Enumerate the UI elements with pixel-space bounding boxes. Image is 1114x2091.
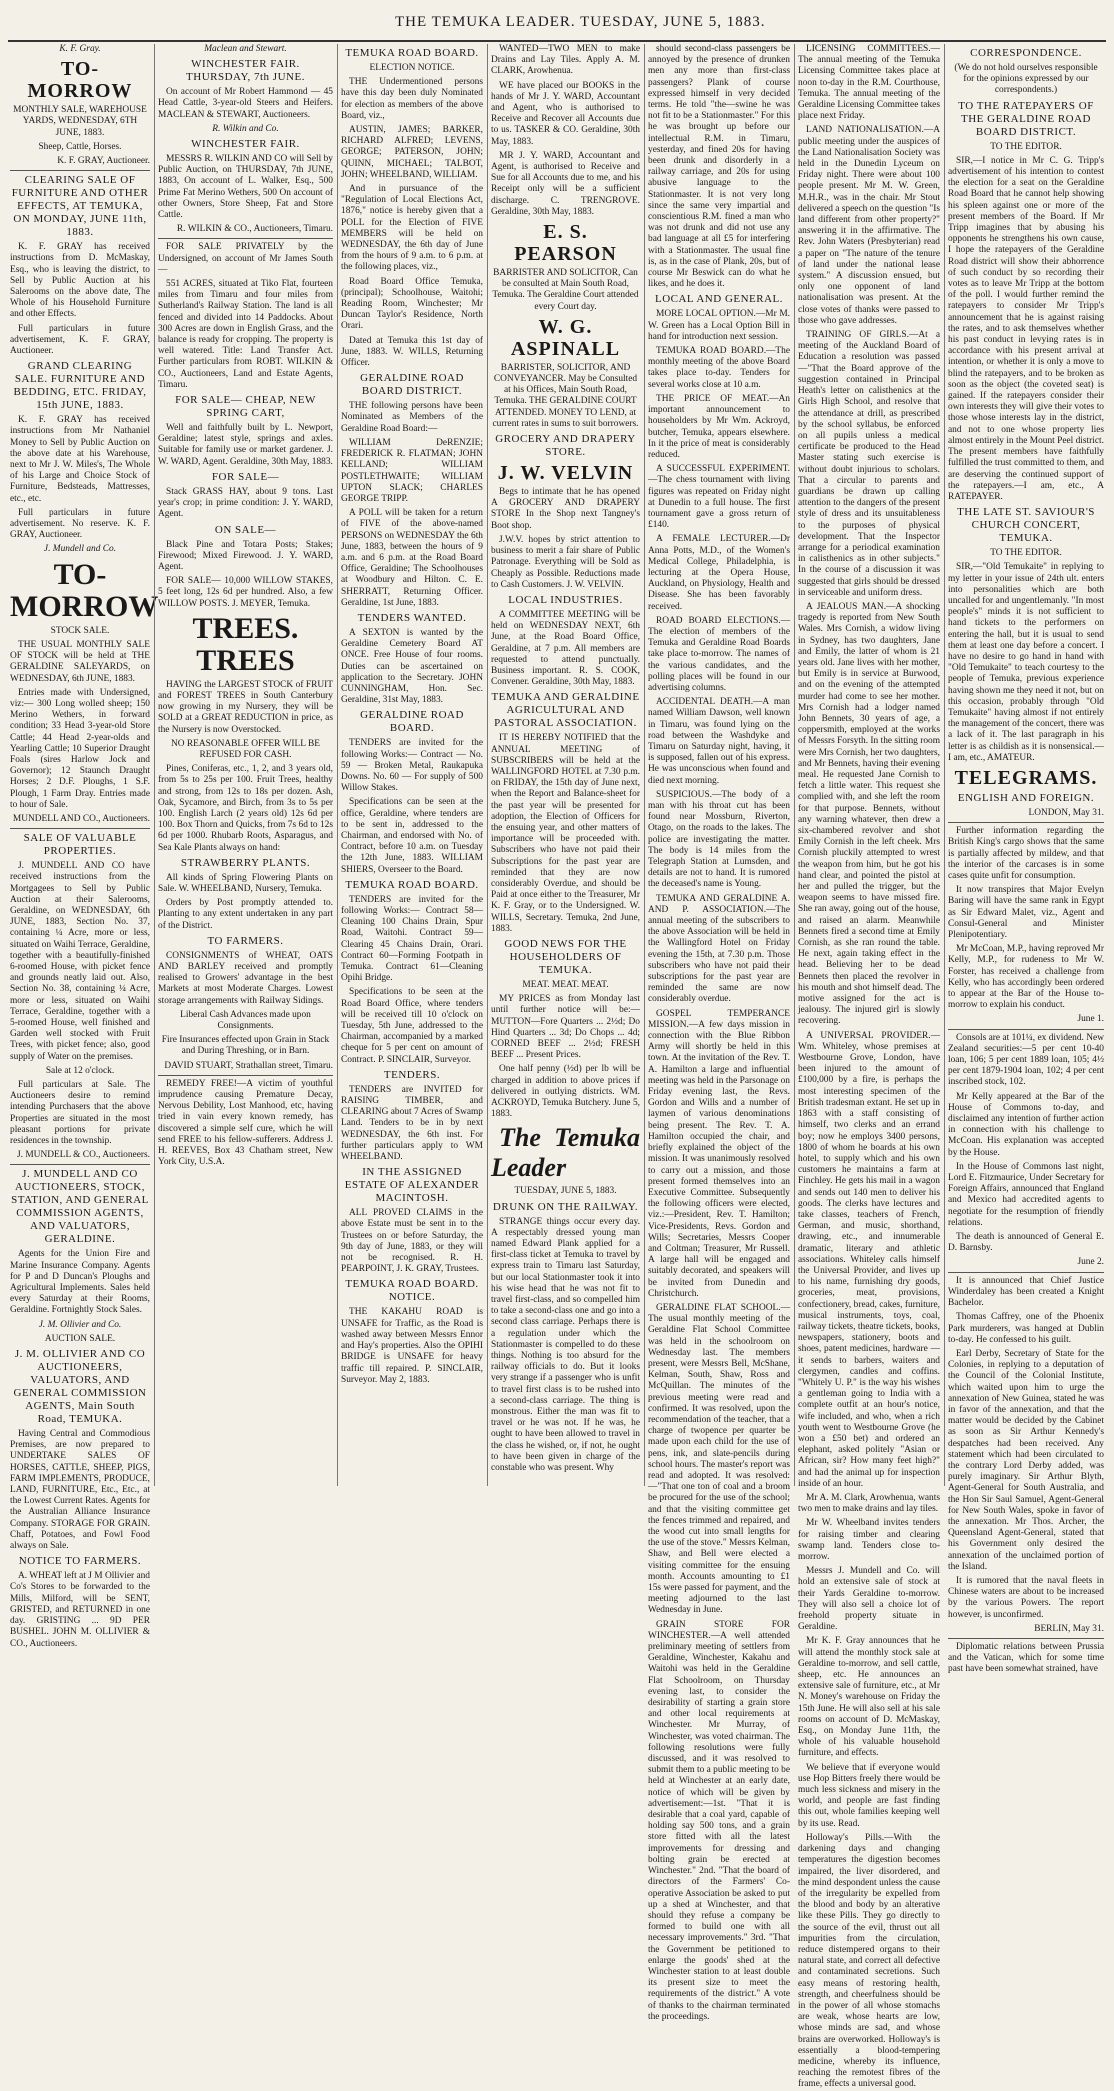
article-text: Black Pine and Totara Posts; Stakes; Firewood; Mixed Firewood. J. Y. WARD, Agent. — [158, 539, 333, 572]
column-rule — [487, 44, 488, 1486]
article-text: BERLIN, May 31. — [1034, 1623, 1104, 1634]
column-rule — [944, 44, 945, 1486]
article-text: FOR SALE— 10,000 WILLOW STAKES, 5 feet long, 12s 6d per hundred. Also, a few WILLOW POSTS. J. MEYER, Temuka. — [158, 576, 333, 609]
article-text: Begs to intimate that he has opened A GROCERY AND DRAPERY STORE In the Shop next Tangney's Boot shop. — [491, 487, 640, 531]
article-text: THE Undermentioned persons have this day been duly Nominated for election as members of the above Board, viz., — [341, 77, 483, 121]
article-text: R. Wilkin and Co. — [212, 123, 279, 134]
article-heading: ON SALE— — [214, 523, 277, 536]
article-heading: TO FARMERS. — [207, 934, 284, 947]
article-text: Messrs J. Mundell and Co. will hold an extensive sale of stock at their Yards Geraldine to-morrow. They will also sell a choice lot of freehold property situate in Geraldine. — [798, 1566, 940, 1633]
article-text: STOCK SALE. — [50, 625, 110, 636]
newspaper-title: THE TEMUKA LEADER. TUESDAY, JUNE 5, 1883. — [395, 14, 766, 30]
article-text: TO THE EDITOR. — [990, 141, 1062, 152]
article-text: Road Board Office Temuka, (principal); Schoolhouse, Waitohi; Reading Room, Winchester; Mr Duncan Taylor's Residence, North Orari. — [341, 276, 483, 332]
article-text: June 2. — [1077, 1257, 1104, 1268]
article-heading: GOOD NEWS FOR THE HOUSEHOLDERS OF TEMUKA. — [504, 937, 627, 976]
article-text: THE PRICE OF MEAT.—An important announcement to householders by Mr Wm. Ackroyd, butcher, Temuka, appears elsewhere. In it the price of meat is considerably reduced. — [648, 393, 790, 460]
article-text: TUESDAY, JUNE 5, 1883. — [514, 1186, 617, 1197]
article-text: A SUCCESSFUL EXPERIMENT.—The chess tournament with living figures was repeated on Friday night at Dunedin to a full house. The first tournament gave a gross return of £140. — [648, 464, 790, 531]
article-text: J.W.V. hopes by strict attention to business to merit a fair share of Public Patronage. Everything will be Sold as Cheaply as Possible. Reductions made to Cash Customers. J. W. VELVIN. — [491, 534, 640, 590]
article-text: June 1. — [1077, 1014, 1104, 1025]
column-rule — [337, 44, 338, 1486]
article-heading: IN THE ASSIGNED ESTATE OF ALEXANDER MACINTOSH. — [344, 1166, 480, 1205]
article-text: TENDERS are INVITED for RAISING TIMBER, and CLEARING about 7 Acres of Swamp Land. Tenders to be in by next WEDNESDAY, the 6th inst. For further particulars apply to WM WHEELBAND. — [341, 1084, 483, 1163]
article-text: Sheep, Cattle, Horses. — [38, 141, 122, 152]
article-heading: THE LATE ST. SAVIOUR'S CHURCH CONCERT, TEMUKA. — [957, 506, 1095, 545]
article-text: BARRISTER, SOLICITOR, AND CONVEYANCER. May be Consulted at his Offices, Main South Road, Temuka. THE GERALDINE COURT ATTENDED. MONEY TO LEND, at current rates in sums to suit borrowers. — [492, 362, 639, 429]
article-heading: GERALDINE ROAD BOARD DISTRICT. — [360, 372, 464, 398]
article-text: SUSPICIOUS.—The body of a man with his throat cut has been found near Mossburn, Riverton, Otago, on the roads to the lakes. The police are investigating the matter. The body is 14 miles from the Telegraph Station at Lumsden, and details are not to hand. It is rumored the deceased's name is Young. — [648, 789, 790, 890]
article-heading: SALE OF VALUABLE PROPERTIES. — [23, 832, 137, 858]
column-rule — [794, 44, 795, 1486]
article-text: LONDON, May 31. — [1028, 807, 1104, 818]
article-heading: WINCHESTER FAIR. THURSDAY, 7th JUNE. — [186, 58, 305, 84]
article-text: Full particulars in future advertisement, K. F. GRAY, Auctioneer. — [10, 323, 150, 357]
divider — [158, 238, 333, 239]
divider — [10, 170, 150, 171]
article-text: Full particulars at Sale. The Auctioneers desire to remind intending Purchasers that the above Properties are situated in the most pleasant portions for private residences in the township. — [10, 1080, 150, 1147]
article-heading: LOCAL AND GENERAL. — [654, 293, 784, 306]
article-text: MR J. Y. WARD, Accountant and Agent, is authorised to Receive and Sue for all Accounts due to me, and his Receipt only will be a sufficient discharge. C. TRENGROVE. Geraldine, 30th May, 1883. — [491, 150, 640, 217]
article-heading: TREES. TREES — [192, 611, 299, 677]
article-heading: CORRESPONDENCE. — [970, 47, 1082, 59]
article-heading: GERALDINE ROAD BOARD. — [360, 709, 464, 735]
column-rule — [154, 44, 155, 1486]
article-text: It now transpires that Major Evelyn Baring will have the same rank in Egypt as Sir Edward Malet, viz., Agent and Consul-General and Minister Plenipotentiary. — [948, 885, 1104, 940]
article-heading: FOR SALE— — [211, 470, 280, 483]
article-heading: CLEARING SALE OF FURNITURE AND OTHER EFFECTS, AT TEMUKA, ON MONDAY, JUNE 11th, 1883. — [11, 174, 149, 239]
article-text: GOSPEL TEMPERANCE MISSION.—A few days mission in connection with the Blue Ribbon Army will shortly be held in this town. At the invitation of the Rev. T. A. Hamilton a large and influential meeting was held in the Parsonage on Friday evening last, the Revs. Gordon and Wills and a number of laymen of various denominations being present. The Rev. T. A. Hamilton occupied the chair, and briefly explained the object of the mission. It was unanimously resolved to carry out a mission, and those present formed themselves into an Executive Committee. Subsequently the following officers were elected, viz.:—President, Rev. T. Hamilton; Vice-Presidents, Revs. Gordon and Wills; Secretaries, Messrs Cooper and Coltman; Treasurer, Mr Russell. A large hall will be engaged and suitably decorated, and speakers will be invited from Dunedin and Christchurch. — [648, 1008, 790, 1299]
article-text: Orders by Post promptly attended to. Planting to any extent undertaken in any part of the District. — [158, 898, 333, 931]
article-text: Fire Insurances effected upon Grain in Stack and During Threshing, or in Barn. — [161, 1035, 330, 1057]
article-heading: TEMUKA ROAD BOARD. NOTICE. — [345, 1278, 479, 1304]
article-text: LAND NATIONALISATION.—A public meeting under the auspices of the Land Nationalisation Society was held in the Dunedin Lyceum on Friday night. There were about 100 people present. Mr M. W. Green, M.H.R., was in the chair. Mr Stout delivered a speech on the question "Is land different from other property?" answering it in the affirmative. The Rev. John Waters (Presbyterian) read a paper on "The nature of the tenure of land under the national lease system." A discussion ensued, but only one opponent of land nationalisation was present. At the close votes of thanks were passed to those who gave addresses. — [798, 125, 940, 326]
article-text: Entries made with Undersigned, viz:— 300 Long wolled sheep; 150 Merino Wethers, in forward condition; 33 Head 3-year-old Store Cattle; 44 Head 2-year-olds and Yearling Cattle; 10 Superior Draught Foals (sires Harlow Jock and Governor); 12 Staunch Draught Horses; 2 D.F. Ploughs, 1 S.F. Plough, 1 Farm Dray. Entries made to hour of Sale. — [10, 687, 150, 810]
article-text: J. MUNDELL & CO., Auctioneers. — [17, 1150, 150, 1161]
column-3 — [341, 44, 483, 1486]
article-text: Full particulars in future advertisement. No reserve. K. F. GRAY, Auctioneer. — [10, 507, 150, 541]
article-text: 551 ACRES, situated at Tiko Flat, fourteen miles from Timaru and four miles from Sutherland's Railway Station. The land is all fenced and divided into 14 Paddocks. About 300 Acres are down in English Grass, and the balance is ready for cropping. The property is well watered. Title: Land Transfer Act. Further particulars from ROBT. WILKIN & CO., Auctioneers, Land and Estate Agents, Timaru. — [158, 279, 333, 390]
divider — [948, 1272, 1104, 1273]
article-text: K. F. GRAY, Auctioneer. — [57, 156, 150, 167]
divider — [158, 1075, 333, 1076]
article-text: It is rumored that the naval fleets in Chinese waters are about to be increased by the various Powers. The report however, is unconfirmed. — [948, 1575, 1104, 1620]
article-heading: GROCERY AND DRAPERY STORE. — [495, 433, 636, 459]
article-text: Maclean and Stewart. — [204, 44, 287, 54]
article-text: A SEXTON is wanted by the Geraldine Cemetery Board AT ONCE. Free House of four rooms. Duties can be ascertained on application to the Secretary. JOHN CUNNINGHAM, Hon. Sec. Geraldine, 31st May, 1883. — [341, 627, 483, 706]
article-text: BARRISTER AND SOLICITOR, Can be consulted at Main South Road, Temuka. The Geraldine Court attended every Court day. — [492, 268, 639, 312]
article-heading: TEMUKA ROAD BOARD. — [345, 47, 479, 59]
article-text: LICENSING COMMITTEES.—The annual meeting of the Temuka Licensing Committee takes place at noon to-day in the R.M. Courthouse, Temuka. The annual meeting of the Geraldine Licensing Committee takes place next Friday. — [798, 44, 940, 122]
article-text: TEMUKA ROAD BOARD.—The monthly meeting of the above Board takes place to-day. Tenders for several works close at 10 a.m. — [648, 346, 790, 390]
article-text: TEMUKA AND GERALDINE A. AND P. ASSOCIATION.—The annual meeting of the subscribers to the above Association will be held in the Wallingford Hotel on Friday evening the 15th, at 7.30 p.m. Those subscribers who have not paid their subscriptions for the past year are reminded the same are now considerably overdue. — [648, 893, 790, 1005]
masthead-rule — [8, 40, 1106, 42]
divider — [948, 1029, 1104, 1030]
article-text: J. M. Ollivier and Co. — [38, 1319, 122, 1330]
article-text: Having Central and Commodious Premises, are now prepared to UNDERTAKE SALES OF HORSES, CATTLE, SHEEP, PIGS, FARM IMPLEMENTS, PRODUCE, LAND, FURNITURE, Etc., Etc., at the Lowest Current Rates. Agents for the Australian Alliance Insurance Company. STORAGE FOR GRAIN. Chaff, Potatoes, and Fowl Food always on Sale. — [10, 1429, 150, 1552]
article-heading: GRAND CLEARING SALE. FURNITURE AND BEDDING, ETC. FRIDAY, 15th JUNE, 1883. — [13, 360, 147, 412]
article-text: STRANGE things occur every day. A respectably dressed young man named Edward Plank applied for a first-class ticket at Temuka to travel by express train to Timaru last Saturday, but our local Stationmaster took it into his wise head that he was not fit to travel first-class, and so compelled him to take a second-class one and go into a second class carriage. Perhaps there is a regulation under which the Stationmaster is compelled to do these things. Nothing is too absurd for the railway officials to do. But it looks very strange if a passenger who is unfit to travel first class is to be rushed into a second-class carriage. The thing is monstrous. Either the man was fit to travel or he was not. If he was, he ought to have been allowed to travel in the class he wished, or, if not, he ought to have been given in charge of the constable who was present. Why — [491, 1216, 640, 1474]
article-text: WE have placed our BOOKS in the hands of Mr J. Y. WARD, Accountant and Agent, who is authorised to Receive and Recover all Accounts due to us. TASKER & CO. Geraldine, 30th May, 1883. — [491, 80, 640, 147]
article-text: The death is announced of General E. D. Barnsby. — [948, 1232, 1104, 1254]
column-5 — [648, 44, 790, 2022]
article-text: R. WILKIN & CO., Auctioneers, Timaru. — [176, 224, 333, 235]
article-heading: TENDERS. — [383, 1068, 441, 1081]
article-text: GRAIN STORE FOR WINCHESTER.—A well attended preliminary meeting of settlers from Geraldine, Winchester, Kakahu and Waitohi was held in the Geraldine Flat Schoolroom, on Thursday evening last, to consider the desirability of starting a grain store and other local requirements at Winchester. Mr Murray, of Winchester, was voted chairman. The following resolutions were fully discussed, and it was resolved to submit them to a public meeting to be held at Winchester at an early date, notice of which will be given by advertisement:—1st. "That it is desirable that a coal yard, capable of holding say 500 tons, and a grain store fitted with all the latest improvements for dressing and bolting grain be erected at Winchester." 2nd. "That the board of directors of the Farmers' Co-operative Association be asked to put up a shed at Winchester, and that should they refuse a company be formed to build one with all necessary improvements." 3rd. "That the Government be petitioned to enlarge the goods' shed at the Winchester station to at least double its present size to meet the requirements of the district." A vote of thanks to the chairman terminated the proceedings. — [648, 1619, 790, 2022]
article-text: FOR SALE PRIVATELY by the Undersigned, on account of Mr James South— — [158, 242, 333, 275]
article-text: CONSIGNMENTS of WHEAT, OATS AND BARLEY received and promptly realised to Growers' advantage in the best Markets at most Moderate Charges. Lowest storage arrangements with Railway Sidings. — [158, 950, 333, 1006]
article-text: AUSTIN, JAMES; BARKER, RICHARD ALFRED; LEVENS, GEORGE; PATERSON, JOHN; QUINN, MICHAEL; TALBOT, JOHN; WHEELBAND, WILLIAM. — [341, 125, 483, 180]
article-text: MY PRICES as from Monday last until further notice will be:— MUTTON—Fore Quarters ... 2½d; Do Hind Quarters ... 3d; Do Chops ... 4d; CORNED BEEF ... 2½d; FRESH BEEF ... Present Prices. — [491, 994, 640, 1061]
article-text: A UNIVERSAL PROVIDER.—Wm. Whiteley, whose premises at Westbourne Grove, London, have been injured to the amount of £100,000 by a fire, is perhaps the most interesting specimen of the British tradesman extant. He set up in 1863 with a staff consisting of himself, two clerks and an errand boy; now he employs 3400 persons, 1800 of whom he boards at his own hotel, to supply which and his own customers he maintains a farm at Finchley. He gets his mail in a wagon and sends out 140 men to deliver his goods. The clerks have lectures and take classes, teachers of French, German, and music, shorthand, drawing, etc., and innumerable dramatic, literary and athletic associations. Whiteley calls himself the Universal Provider, and lives up to his name, furnishing dry goods, groceries, meat, provisions, confectionery, bread, cakes, furniture, musical instruments, toys, coal, railway tickets, theatre tickets, books, newspapers, stationery, boots and shoes, patent medicines, hardware — it sends to barbers, waiters and clergymen, candles and coffins. "Whitely U. P." is the way his wishes a gentleman going to India with a complete outfit at an hour's notice, wife included, and who, when a rich youth went to Westbourne Grove (he won a £50 bet) and ordered an elephant, asked politely "Asian or African, sir? How many feet high?" and had the animal up for inspection inside of an hour. — [798, 1030, 940, 1489]
article-text: MORE LOCAL OPTION.—Mr M. W. Green has a Local Option Bill in hand for introduction next session. — [648, 309, 790, 342]
article-heading: E. S. PEARSON — [514, 221, 617, 266]
article-text: SIR,—"Old Temukaite" in replying to my letter in your issue of 24th ult. enters into personalities which are both uncalled for and ungentlemanly. "In most people's" minds it is not sufficient to hand tickets to the performers on entering the hall, but it is usual to send them at least one day before a concert. I have no desire to go hand in hand with "Old Temukaite" to teach courtesy to the people of Temuka, previous experience having shown me they need it not, but on this occasion, probably through "Old Temukaite" having almost if not entirely the management of the concert, there was a lack of it. The last paragraph in his letter is as childish as it is nonsensical.—I am, etc., AMATEUR. — [948, 562, 1104, 763]
article-text: Stack GRASS HAY, about 9 tons. Last year's crop; in prime condition: J. Y. WARD, Agent. — [158, 486, 333, 520]
article-heading: TEMUKA AND GERALDINE AGRICULTURAL AND PASTORAL ASSOCIATION. — [491, 691, 640, 730]
article-text: Holloway's Pills.—With the darkening days and changing temperatures the digestion becomes impaired, the liver disordered, and the mind despondent unless the cause of the irregularity be expelled from the blood and body by an alterative like these Pills. They go directly to the source of the evil, thrust out all impurities from the circulation, reduce distempered organs to their natural state, and correct all defective and contaminated secretions. Such easy means of restoring health, strength, and cheerfulness should be in the power of all whose stomachs are weak, whose hearts are low, whose minds are sad, and whose brains are overworked. Holloway's is essentially a blood-tempering medicine, whereby its influence, reaching the remotest fibres of the frame, effects a universal good. — [798, 1832, 940, 2090]
article-text: SIR,—I notice in Mr C. G. Tripp's advertisement of his intention to contest the election for a seat on the Geraldine Road Board that he cannot help showing his spleen against one or more of the present members of the Board. If Mr Tripp imagines that by abusing his opponents he strengthens his own cause, I hope the ratepayers of the Geraldine Road district will show their abhorrence of such conduct by so recording their votes as to leave Mr Tripp at the bottom of the poll. I would further remind the ratepayers to consider Mr Tripp's announcement that he is against raising the rates, and to ask themselves whether his past conduct in levying rates is in accordance with his present arrival at intention, or whether it is only a move to blind the ratepayers, and to be broken as soon as the object (the coveted seat) is gained. If the ratepayers consider their own interests they will give their votes to those whose interests lay in the district, and not to one whose property lies almost entirely in the Mount Peel district. The present members have faithfully fulfilled the trust committed to them, and are deserving the continued support of the ratepayers.—I am, etc., A RATEPAYER. — [948, 155, 1104, 502]
article-text: MEAT. MEAT. MEAT. — [522, 979, 609, 990]
article-text: GERALDINE FLAT SCHOOL.—The usual monthly meeting of the Geraldine Flat School Committee was held in the schoolroom on Wednesday last. The members present, were Messrs Bell, McShane, Kelman, South, Shaw, Ross and McQuillan. The minutes of the previous meeting were read and confirmed. It was resolved, upon the recommendation of the teacher, that a charge of twopence per quarter be made upon each child for the use of pens, ink, and slate-pencils during school hours. The master's report was read and adopted. It was resolved:—"That one ton of coal and a broom be procured for the use of the school; and that the visiting committee get the fences trimmed and repaired, and the wood cut into small lengths for the use of the stove." Messrs Kelman, Shaw, and Bell were elected a visiting committee for the ensuing month. Accounts amounting to £1 15s were passed for payment, and the meeting adjourned to the last Wednesday in June. — [648, 1302, 790, 1616]
article-text: TRAINING OF GIRLS.—At a meeting of the Auckland Board of Education a resolution was passed—"That the Board approve of the suggestion contained in Principal Heath's letter on calisthenics at the Girls High School, and resolve that the attendance at drill, as prescribed by the school syllabus, be enforced on all pupils unless a medical certificate be produced to the Head Master stating such exercise is without doubt injurious to scholars. That a circular to parents and guardians be drawn up calling attention to the dangers of the present style of dress and its unsuitableness to the purposes of physical development. That the Inspector arrange for a periodical examination in calisthenics as in other subjects." In the course of a discussion it was suggested that girls should be dressed in serviceable and uniform dress. — [798, 330, 940, 598]
column-6 — [798, 44, 940, 2090]
article-heading: J. MUNDELL AND CO AUCTIONEERS, STOCK, STATION, AND GENERAL COMMISSION AGENTS, AND VALUATORS, GERALDINE. — [11, 1168, 149, 1246]
column-7 — [948, 44, 1104, 1675]
divider — [10, 828, 150, 829]
article-text: J. MUNDELL AND CO have received instructions from the Mortgagees to Sell by Public Auction at their Salerooms, Geraldine, on WEDNESDAY, 6th JUNE, 1883, Section No. 37, containing ¼ Acre, more or less, situated on Waihi Terrace, Geraldine, together with a beautifully-finished 6-roomed House, with picket fence and grounds neatly laid out. Also, Section No. 38, containing ¼ Acre, more or less, situated on Waihi Terrace, Geraldine, together with a 5-roomed House, well finished and Garden well stocked with Fruit Trees, with picket fence; also, good supply of Water on the premises. — [10, 861, 150, 1062]
article-text: Consols are at 101¼, ex dividend. New Zealand securities:—5 per cent 10-40 loan, 106; 5 per cent 1889 loan, 105; 4½ per cent 1879-1904 loan, 102; 4 per cent inscribed stock, 102. — [948, 1032, 1104, 1088]
article-text: We believe that if everyone would use Hop Bitters freely there would be much less sickness and misery in the world, and people are fast finding this out, whole families keeping well by its use. Read. — [798, 1762, 940, 1829]
article-heading: FOR SALE— CHEAP, NEW SPRING CART, — [175, 394, 316, 420]
article-text: A FEMALE LECTURER.—Dr Anna Potts, M.D., of the Women's Medical College, Philadelphia, is lecturing at the Opera House, Auckland, on Physiology, Health and Disease. She has been favorably received. — [648, 534, 790, 612]
article-text: MONTHLY SALE, WAREHOUSE YARDS, WEDNESDAY, 6TH JUNE, 1883. — [13, 105, 147, 138]
article-heading: TO THE RATEPAYERS OF THE GERALDINE ROAD BOARD DISTRICT. — [958, 99, 1094, 138]
column-rule — [644, 44, 645, 1486]
article-heading: TEMUKA ROAD BOARD. — [345, 878, 479, 891]
divider — [948, 1638, 1104, 1639]
masthead — [0, 14, 1114, 36]
article-text: Specifications can be seen at the office, Geraldine, where tenders are to be sent in, addressed to the Chairman, and endorsed with No. of Contract, before 10 a.m. on Tuesday the 12th June, 1883. WILLIAM SHIERS, Overseer to the Board. — [341, 797, 483, 875]
article-text: K. F. GRAY has received instructions from Mr Nathaniel Money to Sell by Public Auction on the above date at his Warehouse, next to Mr J. W. Miles's, The Whole of his Large and Choice Stock of Furniture, Bedsteads, Mattresses, etc., etc. — [10, 415, 150, 504]
article-text: ELECTION NOTICE. — [369, 63, 455, 73]
article-text: TENDERS are invited for the following Works:— Contract 58—Cleaning 100 Chains Drain, Spur Road, Waitohi. Contract 59—Clearing 45 Chains Drain, Orari. Contract 60—Forming Footpath in Temuka. Contract 61—Cleaning Opihi Bridge. — [341, 894, 483, 984]
article-text: In the House of Commons last night, Lord E. Fitzmaurice, Under Secretary for Foreign Affairs, announced that England and Mexico had accredited agents to negotiate for the resumption of friendly relations. — [948, 1161, 1104, 1228]
article-heading: WINCHESTER FAIR. — [191, 138, 300, 151]
article-text: A JEALOUS MAN.—A shocking tragedy is reported from New South Wales. Mrs Cornish, a widow living in Sydney, has two daughters, Jane and Emily, the latter of whom is 21 years old. Jane lives with her mother, but Emily is in service at Burwood, and on the evening of the attempted murder had come to see her mother. Mrs Cornish had a lodger named John Bennets, 30 years of age, a coppersmith, employed at the works of Messrs Forsyth. In the sitting room were Mrs Cornish, her two daughters, and Mr Bennets, having their evening meal. He requested Jane Cornish to fetch a little water. This request she complied with, and she left the room for that purpose. Bennets, without any warning whatever, then drew a six-chambered revolver and shot Emily Cornish in the left cheek. Mrs Cornish pluckily attempted to wrest the weapon from him, but he got his hand clear, and pointed the pistol at her and pulled the trigger, but the weapon seems to have missed fire. She ran away, going out of the house, and raised an alarm. Meanwhile Bennets fired a second time at Emily Cornish, as she ran round the table. He next, again taking effect in the head. Believing her to be dead Bennets then placed the revolver in his mouth and shot himself dead. The motive assigned for the act is jealousy. The injured girl is slowly recovering. — [798, 601, 940, 1027]
article-text: Diplomatic relations between Prussia and the Vatican, which for some time past have been somewhat strained, have — [948, 1641, 1104, 1675]
article-text: HAVING the LARGEST STOCK of FRUIT and FOREST TREES in South Canterbury now growing in my Nursery, they will be SOLD at a GREAT REDUCTION in price, as the Nursery is now Overstocked. — [158, 679, 333, 735]
article-heading: TO-MORROW — [27, 58, 133, 103]
article-text: Mr McCoan, M.P., having reproved Mr Kelly, M.P., for rudeness to Mr W. Forster, has received a challenge from Kelly, who has accordingly been ordered to appear at the Bar of the House to-morrow to explain his conduct. — [948, 944, 1104, 1011]
article-text: Thomas Caffrey, one of the Phoenix Park murderers, was hanged at Dublin to-day. He confessed to his guilt. — [948, 1312, 1104, 1345]
article-text: MUNDELL AND CO., Auctioneers. — [12, 813, 150, 824]
article-text: Sale at 12 o'clock. — [45, 1065, 115, 1076]
article-heading: ENGLISH AND FOREIGN. — [957, 791, 1095, 804]
divider — [948, 822, 1104, 823]
article-heading: LOCAL INDUSTRIES. — [508, 593, 623, 606]
article-heading: J. M. OLLIVIER AND CO AUCTIONEERS, VALUATORS, AND GENERAL COMMISSION AGENTS, Main South Road, TEMUKA. — [13, 1348, 147, 1426]
article-text: ALL PROVED CLAIMS in the above Estate must be sent in to the Trustees on or before Saturday, the 9th day of June, 1883, or they will not be recognised. R. H. PEARPOINT, J. K. GRAY, Trustees. — [341, 1208, 483, 1275]
article-text: WANTED—TWO MEN to make Drains and Lay Tiles. Apply A. M. CLARK, Arowhenua. — [491, 44, 640, 77]
article-text: Specifications to be seen at the Road Board Office, where tenders will be received till 10 o'clock on Tuesday, 5th June, addressed to the Chairman, accompanied by a marked cheque for 5 per cent on amount of Contract. P. SINCLAIR, Surveyor. — [341, 987, 483, 1065]
article-heading: TELEGRAMS. — [954, 766, 1098, 789]
article-text: TENDERS are invited for the following Works:— Contract — No. 59 — Broken Metal, Raukapuka Downs. No. 60 — For supply of 500 Willow Stakes. — [341, 738, 483, 794]
article-text: A POLL will be taken for a return of FIVE of the above-named PERSONS on WEDNESDAY the 6th June, 1883, between the hours of 9 a.m. and 6 p.m. at the Road Board Office, Geraldine; The Schoolhouses at Woodbury and Hilton. C. E. SHERRATT, Returning Officer. Geraldine, 1st June, 1883. — [341, 508, 483, 608]
article-text: (We do not hold ourselves responsible for the opinions expressed by our correspondents.) — [954, 63, 1098, 96]
article-text: And in pursuance of the "Regulation of Local Elections Act, 1876," notice is hereby given that a POLL for the Election of FIVE MEMBERS will be held on WEDNESDAY, the 6th day of June from the hours of 9 a.m. to 6 p.m. at the following places, viz., — [341, 184, 483, 273]
article-text: THE following persons have been Nominated as Members of the Geraldine Road Board:— — [341, 401, 483, 434]
article-heading: J. W. VELVIN — [497, 462, 634, 485]
article-text: Mr A. M. Clark, Arowhenua, wants two men to make drains and lay tiles. — [798, 1493, 940, 1515]
article-heading: The Temuka Leader — [491, 1123, 640, 1183]
article-heading: NOTICE TO FARMERS. — [18, 1555, 142, 1568]
article-text: ROAD BOARD ELECTIONS.—The election of members of the Temuka and Geraldine Road Boards take place to-morrow. The names of the various candidates, and the polling places will be found in our advertising columns. — [648, 615, 790, 693]
article-text: Further information regarding the British King's cargo shows that the same is partially affected by mildew, and that the interior of the carcases is in some cases quite unfit for consumption. — [948, 826, 1104, 881]
article-text: IT IS HEREBY NOTIFIED that the ANNUAL MEETING of SUBSCRIBERS will be held at the WALLINGFORD HOTEL at 7.30 p.m. on FRIDAY, the 15th day of June next, when the Report and Balance-sheet for the past year will be presented for adoption, the Election of Officers for the ensuing year, and other matters of importance will be proceeded with. Subscribers who have not paid their Subscriptions for the past year are reminded that they are now considerably Overdue, and should be Paid at once either to the Treasurer, Mr K. F. Gray, or to the Undersigned. W. WILLS, Secretary. Temuka, 2nd June, 1883. — [491, 733, 640, 934]
divider — [10, 1164, 150, 1165]
article-text: THE USUAL MONTHLY SALE OF STOCK will be held at THE GERALDINE SALEYARDS, on WEDNESDAY, 6th JUNE, 1883. — [10, 639, 150, 684]
article-text: Agents for the Union Fire and Marine Insurance Company. Agents for P and D Duncan's Ploughs and Agricultural Implements. Sales held every Saturday at their Rooms, Geraldine. Fortnightly Stock Sales. — [10, 1249, 150, 1316]
article-text: Mr W. Wheelband invites tenders for raising timber and clearing swamp land. Tenders close to-morrow. — [798, 1518, 940, 1563]
article-text: TO THE EDITOR. — [990, 548, 1062, 559]
article-text: K. F. GRAY has received instructions from D. McMaskay, Esq., who is leaving the district, to Sell by Public Auction at his Salerooms on the above date, The Whole of his Household Furniture and other Effects. — [10, 242, 150, 320]
article-heading: STRAWBERRY PLANTS. — [180, 856, 311, 869]
article-text: Pines, Coniferas, etc., 1, 2, and 3 years old, from 5s to 25s per 100. Fruit Trees, healthy and strong, from 12s to 18s per dozen. Ash, Oak, Sycamore, and Birch, from 3s to 5s per 100. English Larch (2 years old) 12s 6d per 100. Box Thorn and Quicks, from 7s 6d to 12s 6d per 1000. Rhubarb Roots, Asparagus, and Sea Kale Plants always on hand: — [158, 764, 333, 853]
article-text: On account of Mr Robert Hammond — 45 Head Cattle, 3-year-old Steers and Heifers. MACLEAN & STEWART, Auctioneers. — [158, 87, 333, 120]
article-text: All kinds of Spring Flowering Plants on Sale. W. WHEELBAND, Nursery, Temuka. — [158, 872, 333, 894]
article-text: Dated at Temuka this 1st day of June, 1883. W. WILLS, Returning Officer. — [341, 335, 483, 369]
article-text: MESSRS R. WILKIN AND CO will Sell by Public Auction, on THURSDAY, 7th JUNE, 1883, On account of L. Walker, Esq., 500 Prime Fat Merino Wethers, 500 On account of other Owners, Store Sheep, Fat and Store Cattle. — [158, 154, 333, 221]
article-text: ACCIDENTAL DEATH.—A man named William Dawson, well known in Timaru, was found lying on the road between the Washdyke and Timaru on Saturday night, having, it is supposed, fallen out of his express. He was unconscious when found and died next morning. — [648, 697, 790, 786]
column-4 — [491, 44, 640, 1486]
article-heading: W. G. ASPINALL — [510, 315, 621, 360]
article-text: A COMMITTEE MEETING will be held on WEDNESDAY NEXT, 6th June, at the Road Board Office, Geraldine, at 7 p.m. All members are requested to attend punctually. Business important. R. S. COOK, Convener. Geraldine, 30th May, 1883. — [491, 609, 640, 688]
article-text: NO REASONABLE OFFER WILL BE REFUSED FOR CASH. — [171, 738, 320, 760]
article-text: WILLIAM DeRENZIE; FREDERICK R. FLATMAN; JOHN KELLAND; WILLIAM POSTLETHWAITE; WILLIAM UPTON SLACK; CHARLES GEORGE TRIPP. — [341, 437, 483, 504]
article-text: Liberal Cash Advances made upon Consignments. — [180, 1009, 311, 1031]
article-text: REMEDY FREE!—A victim of youthful imprudence causing Premature Decay, Nervous Debility, Lost Manhood, etc, having tried in vain every known remedy, has discovered a simple self cure, which he will send FREE to his fellow-sufferers. Address J. H. REEVES, Box 43 Chatham street, New York City, U.S.A. — [158, 1078, 333, 1168]
article-heading: TENDERS WANTED. — [357, 611, 467, 624]
column-2 — [158, 44, 333, 1486]
article-heading: DRUNK ON THE RAILWAY. — [492, 1200, 639, 1213]
article-text: It is announced that Chief Justice Winderdaley has been created a Knight Bachelor. — [948, 1275, 1104, 1309]
article-text: Mr K. F. Gray announces that he will attend the monthly stock sale at Geraldine to-morrow, and sell cattle, sheep, etc. He announces an extensive sale of furniture, etc., at Mr N. Money's warehouse on Friday the 15th June. He will also sell at his sale rooms on account of D. McMaskay, Esq., on Monday June 11th, the whole of his valuable household furniture, and effects. — [798, 1636, 940, 1759]
article-text: One half penny (½d) per lb will be charged in addition to above prices if delivered in outlying districts. WM. ACKROYD, Temuka Butchery. June 5, 1883. — [491, 1064, 640, 1120]
article-text: DAVID STUART, Strathallan street, Timaru. — [164, 1060, 333, 1071]
article-text: A. WHEAT left at J M Ollivier and Co's Stores to be forwarded to the Mills, Milford, will be SENT, GRISTED, and RETURNED in one day. GRISTING ... 9D PER BUSHEL. JOHN M. OLLIVIER & CO., Auctioneers. — [10, 1571, 150, 1649]
article-text: Mr Kelly appeared at the Bar of the House of Commons to-day, and disclaimed any intention of further action in connection with his challenge to McCoan. His explanation was accepted by the House. — [948, 1091, 1104, 1158]
article-text: K. F. Gray. — [59, 44, 101, 54]
column-1 — [10, 44, 159, 1649]
article-text: AUCTION SALE. — [44, 1333, 116, 1344]
article-text: should second-class passengers be annoyed by the presence of drunken men any more than first-class passengers? Plank of course expressed himself in very decided terms. He told "the—swine he was not fit to be a Stationmaster." For this he was brought up before our intellectual R.M. in Timaru, yesterday, and fined 20s for having been drunk and disorderly in a railway carriage, and 20s for using abusive language to the Stationmaster. It is not very long since the same very impartial and conscientious R.M. fined a man who was not drunk and did not use any bad language at all £5 for interfering with a Stationmaster. The usual fine is, as in the case of Plank, 20s, but of course Mr Beswick can do what he likes, and he does it. — [648, 44, 790, 290]
article-text: J. Mundell and Co. — [43, 544, 117, 555]
article-heading: TO-MORROW — [10, 557, 159, 623]
article-text: THE KAKAHU ROAD is UNSAFE for Traffic, as the Road is washed away between Messrs Ennor and Hay's properties. Also the OPIHI BRIDGE is UNSAFE for heavy traffic till repaired. P. SINCLAIR, Surveyor. May 2, 1883. — [341, 1307, 483, 1385]
article-text: Earl Derby, Secretary of State for the Colonies, in replying to a deputation of the Council of the Colonial Institute, which waited upon him to urge the annexation of New Guinea, stated he was in favor of the annexation, and that the matter would be decided by the Cabinet as soon as Sir Arthur Kennedy's despatches had been received. Any statement which had been circulated to the contrary Lord Derby added, was purely imaginary. Sir Arthur Blyth, Agent-General for South Australia, and the Hon Sir Saul Samuel, Agent-General for New South Wales, spoke in favor of the annexation. Mr Thos. Archer, the Queensland Agent-General, stated that his Government only desired the annexation of the unclaimed portion of the Island. — [948, 1348, 1104, 1572]
article-text: Well and faithfully built by L. Newport, Geraldine; latest style, springs and axles. Suitable for family use or market gardener. J. W. WARD, Agent. Geraldine, 30th May, 1883. — [158, 423, 333, 467]
